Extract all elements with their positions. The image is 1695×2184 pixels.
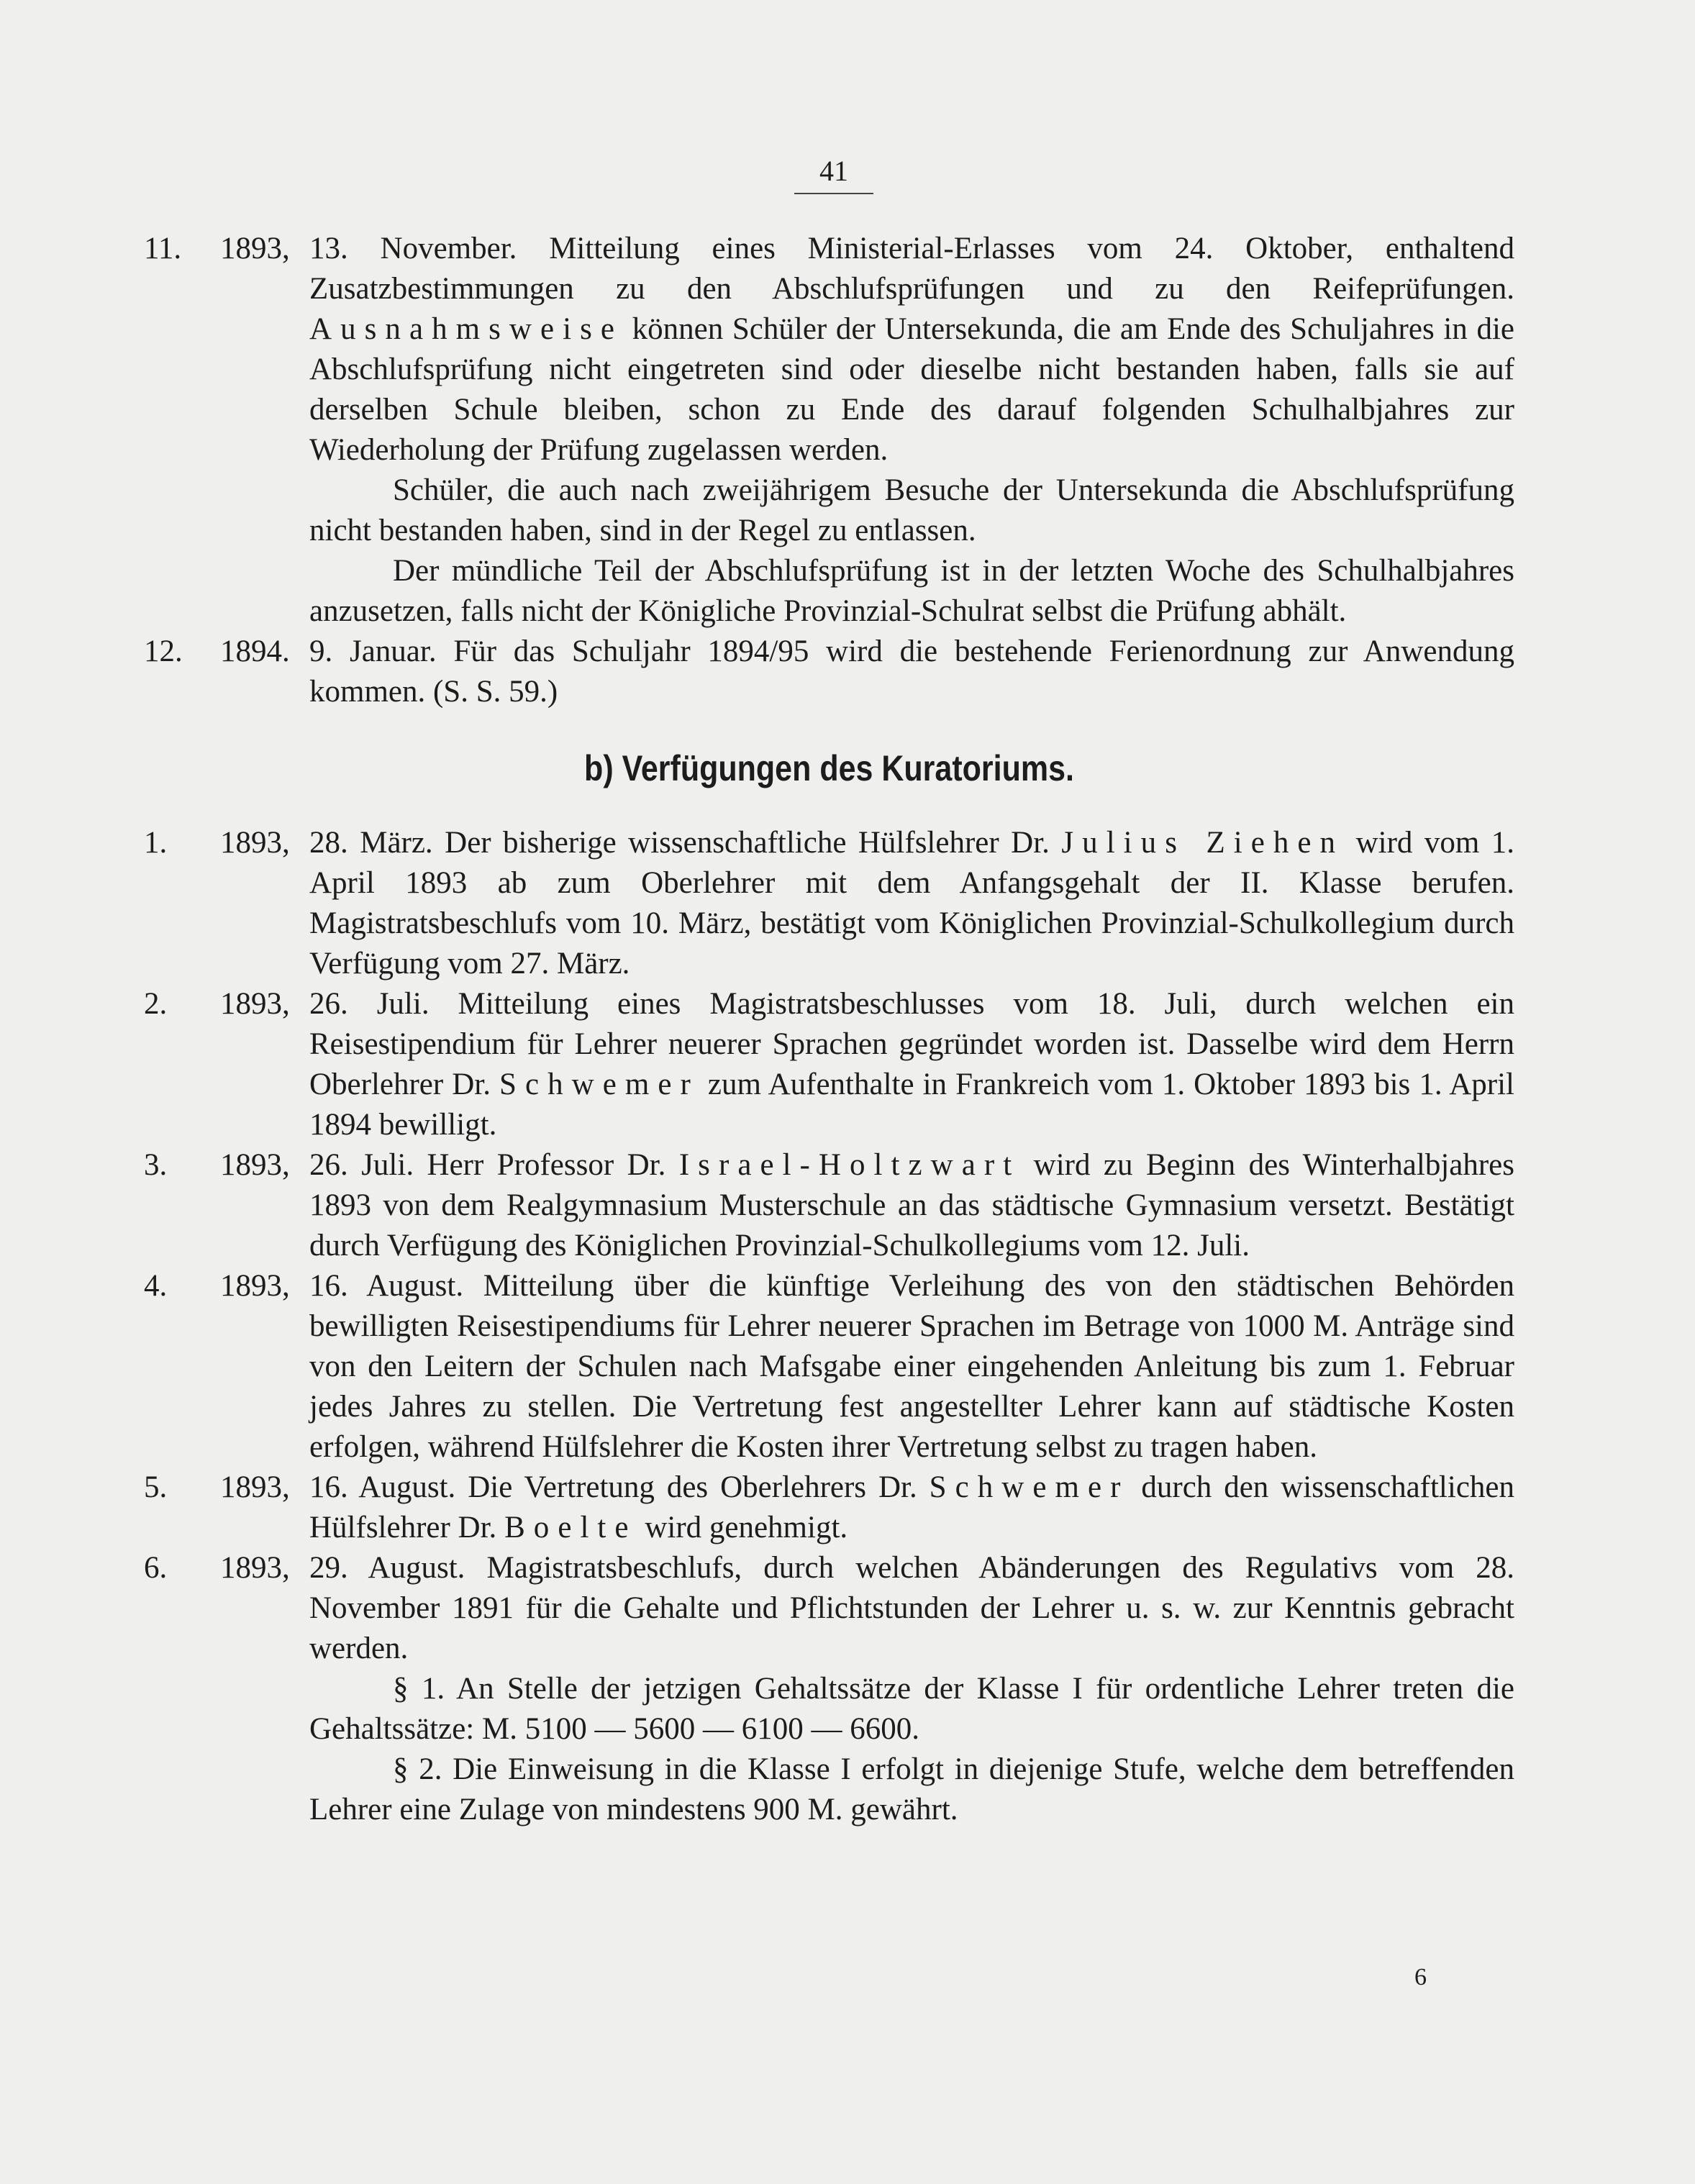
text-run: 16. August. Die Vertretung des Oberlehrers Dr. bbox=[309, 1470, 930, 1504]
entry-body bbox=[309, 1145, 1514, 1266]
text-run: 29. August. Magistratsbeschlufs, durch welchen Abänderungen des Regulativs vom 28. November 1891 für die Gehalte und Pflichtstunden der Lehrer u. s. w. zur Kenntnis gebracht werden. bbox=[309, 1551, 1514, 1665]
entry-paragraph bbox=[309, 823, 1514, 984]
spaced-name: Boelte bbox=[504, 1511, 637, 1544]
text-run: Schüler, die auch nach zweijährigem Besuche der Untersekunda die Abschlufsprüfung nicht bestanden haben, sind in der Regel zu entlassen. bbox=[309, 473, 1514, 547]
section-curatorium-decrees bbox=[144, 823, 1514, 1830]
decree-entry bbox=[144, 632, 1514, 712]
entry-head bbox=[144, 632, 309, 672]
entry-paragraph bbox=[309, 1266, 1514, 1468]
section-heading: b) Verfügungen des Kuratoriums. bbox=[584, 748, 1074, 788]
entry-year: 1893, bbox=[220, 1269, 290, 1303]
entry-paragraph bbox=[309, 470, 1514, 551]
entry-head bbox=[144, 1468, 309, 1508]
text-run: zum Aufenthalte in Frankreich vom 1. Oktober 1893 bis 1. April 1894 bewilligt. bbox=[309, 1068, 1515, 1142]
text-run: können Schüler der Untersekunda, die am Ende des Schuljahres in die Abschlufsprüfung nicht eingetreten sind oder dieselbe nicht bestanden haben, falls sie auf derselben Schule bleiben, schon zu Ende des darauf folgenden Schulhalbjahres zur Wiederholung der Prüfung zugelassen werden. bbox=[309, 312, 1514, 467]
decree-entry bbox=[144, 823, 1514, 984]
entry-body bbox=[309, 632, 1514, 712]
entry-body bbox=[309, 229, 1514, 632]
text-run: wird zu Beginn des Winterhalbjahres 1893 von dem Realgymnasium Musterschule an das städtische Gymnasium versetzt. Bestätigt durch Verfügung des Königlichen Provinzial-Schulkollegiums vom 12. Juli. bbox=[309, 1148, 1514, 1262]
entry-number: 11. bbox=[144, 232, 182, 265]
decree-entry bbox=[144, 229, 1514, 632]
entry-body bbox=[309, 1548, 1514, 1830]
entry-year: 1893, bbox=[220, 1470, 290, 1504]
text-run: § 2. Die Einweisung in die Klasse I erfolgt in diejenige Stufe, welche dem betreffenden Lehrer eine Zulage von mindestens 900 M. gewährt. bbox=[309, 1752, 1514, 1826]
decree-entry bbox=[144, 984, 1514, 1145]
entry-head bbox=[144, 1145, 309, 1186]
text-run: durch den wissenschaftlichen Hülfslehrer Dr. bbox=[309, 1470, 1514, 1544]
text-run: 9. Januar. Für das Schuljahr 1894/95 wird die bestehende Ferienordnung zur Anwendung kommen. (S. S. 59.) bbox=[309, 634, 1514, 709]
entry-body bbox=[309, 1266, 1514, 1468]
entry-year: 1893, bbox=[220, 232, 290, 265]
entry-number: 3. bbox=[144, 1148, 168, 1182]
entry-body bbox=[309, 984, 1514, 1145]
entry-year: 1893, bbox=[220, 826, 290, 860]
entry-paragraph bbox=[309, 632, 1514, 712]
entry-head bbox=[144, 984, 309, 1024]
entry-paragraph bbox=[309, 1669, 1514, 1750]
entry-number: 1. bbox=[144, 826, 168, 860]
text-run: 26. Juli. Mitteilung eines Magistratsbeschlusses vom 18. Juli, durch welchen ein Reisestipendium für Lehrer neuerer Sprachen gegründet worden ist. Dasselbe wird dem Herrn Oberlehrer Dr. bbox=[309, 987, 1514, 1101]
entry-number: 6. bbox=[144, 1551, 168, 1585]
entry-head bbox=[144, 229, 309, 269]
entry-paragraph bbox=[309, 1750, 1514, 1830]
decree-entry bbox=[144, 1468, 1514, 1548]
entry-body bbox=[309, 1468, 1514, 1548]
text-run: wird vom 1. April 1893 ab zum Oberlehrer mit dem Anfangsgehalt der II. Klasse berufen. Magistratsbeschlufs vom 10. März, bestätigt vom Königlichen Provinzial-Schulkollegium durch Verfügung vom 27. März. bbox=[309, 826, 1515, 980]
entry-paragraph bbox=[309, 984, 1514, 1145]
entry-paragraph bbox=[309, 1145, 1514, 1266]
text-run: Der mündliche Teil der Abschlufsprüfung ist in der letzten Woche des Schulhalbjahres anzusetzen, falls nicht der Königliche Provinzial-Schulrat selbst die Prüfung abhält. bbox=[309, 554, 1514, 628]
text-run: 16. August. Mitteilung über die künftige Verleihung des von den städtischen Behörden bewilligten Reisestipendiums für Lehrer neuerer Sprachen im Betrage von 1000 M. Anträge sind von den Leitern der Schulen nach Mafsgabe einer eingehenden Anleitung bis zum 1. Februar jedes Jahres zu stellen. Die Vertretung fest angestellter Lehrer kann auf städtische Kosten erfolgen, während Hülfslehrer die Kosten ihrer Vertretung selbst zu tragen haben. bbox=[309, 1269, 1514, 1464]
entry-year: 1893, bbox=[220, 987, 290, 1021]
spaced-name: Schwemer bbox=[929, 1470, 1130, 1504]
entry-year: 1894. bbox=[220, 634, 290, 668]
page-number-rule bbox=[794, 193, 873, 194]
text-run: 13. November. Mitteilung eines Ministerial-Erlasses vom 24. Oktober, enthaltend Zusatzbestimmungen zu den Abschlufsprüfungen und zu den Reifeprüfungen. bbox=[309, 232, 1514, 306]
section-ministerial-decrees bbox=[144, 229, 1514, 712]
entry-paragraph bbox=[309, 1468, 1514, 1548]
text-run: 28. März. Der bisherige wissenschaftliche Hülfslehrer Dr. bbox=[309, 826, 1062, 860]
spaced-name: Israel-Holtzwart bbox=[678, 1148, 1021, 1182]
decree-entry bbox=[144, 1548, 1514, 1830]
entry-paragraph bbox=[309, 1548, 1514, 1669]
text-run: 26. Juli. Herr Professor Dr. bbox=[309, 1148, 679, 1182]
entry-number: 12. bbox=[144, 634, 183, 668]
spaced-name: Julius Ziehen bbox=[1061, 826, 1345, 860]
entry-number: 4. bbox=[144, 1269, 168, 1303]
spaced-name: Ausnahmsweise bbox=[309, 312, 623, 346]
page-content bbox=[144, 229, 1514, 1830]
printer-signature-mark: 6 bbox=[1414, 1964, 1427, 1990]
text-run: wird genehmigt. bbox=[637, 1511, 848, 1544]
entry-number: 5. bbox=[144, 1470, 168, 1504]
decree-entry bbox=[144, 1266, 1514, 1468]
entry-number: 2. bbox=[144, 987, 168, 1021]
spaced-name: Schwemer bbox=[499, 1068, 699, 1101]
entry-year: 1893, bbox=[220, 1148, 290, 1182]
page-number: 41 bbox=[819, 155, 848, 187]
entry-paragraph bbox=[309, 551, 1514, 632]
entry-body bbox=[309, 823, 1514, 984]
entry-paragraph bbox=[309, 229, 1514, 470]
entry-head bbox=[144, 1548, 309, 1588]
entry-year: 1893, bbox=[220, 1551, 290, 1585]
text-run: § 1. An Stelle der jetzigen Gehaltssätze der Klasse I für ordentliche Lehrer treten die Gehaltssätze: M. 5100 — 5600 — 6100 — 6600. bbox=[309, 1672, 1514, 1746]
entry-head bbox=[144, 1266, 309, 1306]
entry-head bbox=[144, 823, 309, 863]
decree-entry bbox=[144, 1145, 1514, 1266]
